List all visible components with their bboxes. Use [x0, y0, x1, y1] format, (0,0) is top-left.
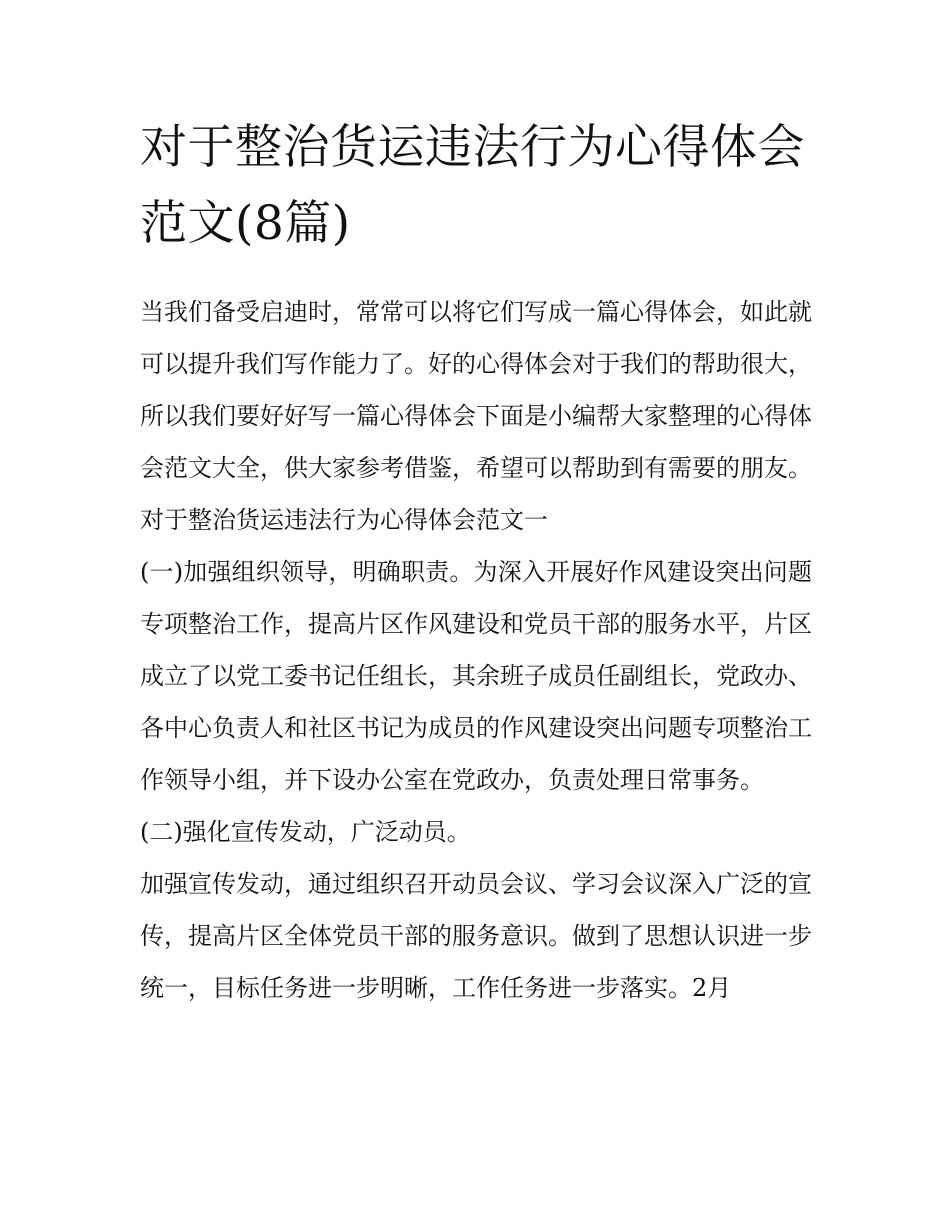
- document-title: 对于整治货运违法行为心得体会范文(8篇): [140, 120, 805, 251]
- intro-paragraph: 当我们备受启迪时，常常可以将它们写成一篇心得体会，如此就可以提升我们写作能力了。好的心得体会对于我们的帮助很大，所以我们要好好写一篇心得体会下面是小编帮大家整理的心得体会范文大全，供大家参考借鉴，希望可以帮助到有需要的朋友。: [140, 298, 812, 482]
- section-heading: 对于整治货运违法行为心得体会范文一: [140, 506, 548, 534]
- body-paragraph: (一)加强组织领导，明确职责。为深入开展好作风建设突出问题专项整治工作，提高片区作风建设和党员干部的服务水平，片区成立了以党工委书记任组长，其余班子成员任副组长，党政办、各中心负责人和社区书记为成员的作风建设突出问题专项整治工作领导小组，并下设办公室在党政办，负责处理日常事务。: [140, 558, 812, 794]
- document-page: [140, 110, 812, 1014]
- subsection-heading: (二)强化宣传发动，广泛动员。: [140, 818, 471, 846]
- body-paragraph: 加强宣传发动，通过组织召开动员会议、学习会议深入广泛的宣传，提高片区全体党员干部的服务意识。做到了思想认识进一步统一，目标任务进一步明晰，工作任务进一步落实。2月: [140, 870, 812, 1002]
- title-spacer: [140, 262, 812, 286]
